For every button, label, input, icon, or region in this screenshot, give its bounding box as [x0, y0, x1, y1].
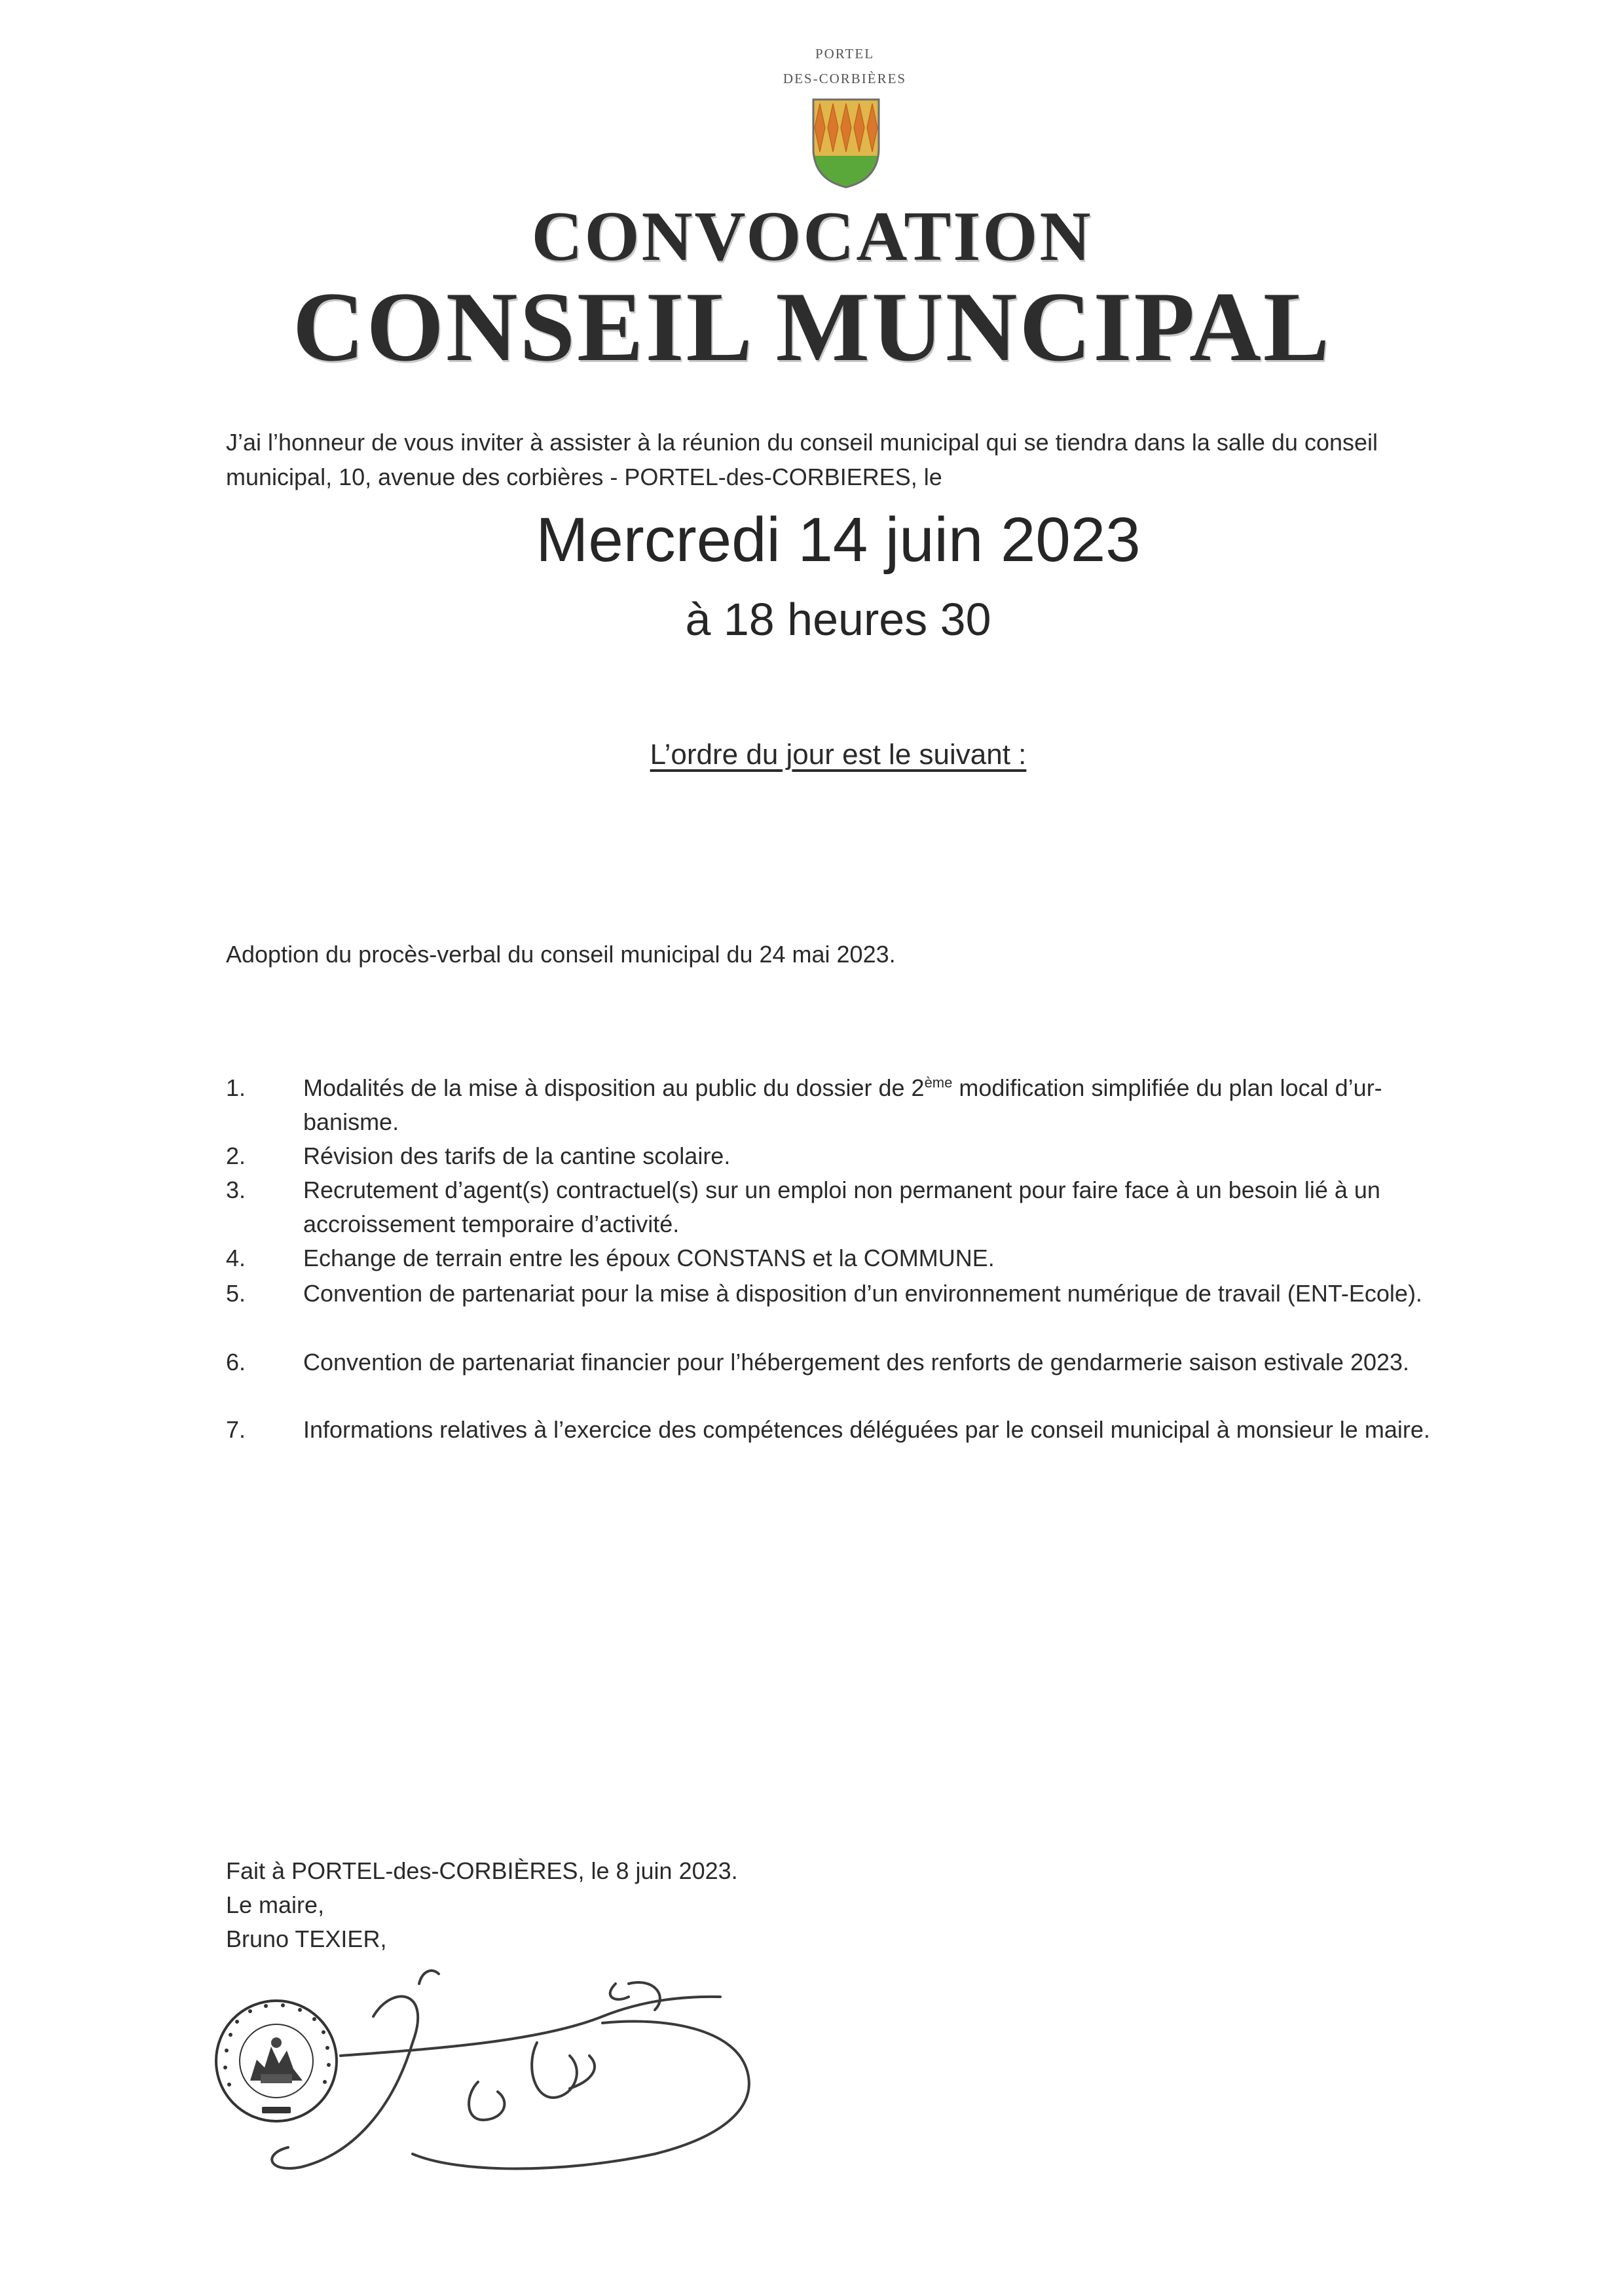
signatory-name: Bruno TEXIER, [226, 1925, 387, 1952]
agenda-item-number: 4. [226, 1245, 246, 1271]
agenda-item-3: Recrutement d’agent(s) contractuel(s) sur un emploi non permanent pour faire face à un besoin lié à un accroissement temporaire d’activité. [303, 1176, 1380, 1237]
agenda-item-superscript: ème [924, 1074, 953, 1091]
logo-town-name: PORTEL [815, 46, 875, 62]
meeting-date: Mercredi 14 juin 2023 [536, 505, 1141, 575]
agenda-item-2: Révision des tarifs de la cantine scolaire. [303, 1142, 731, 1169]
signature-place-date: Fait à PORTEL-des-CORBIÈRES, le 8 juin 2023. [226, 1857, 738, 1884]
agenda-item-number: 2. [226, 1142, 246, 1169]
intro-line-1: J’ai l’honneur de vous inviter à assister à la réunion du conseil municipal qui se tiendra dans la salle du conseil [226, 429, 1378, 456]
agenda-item-4: Echange de terrain entre les époux CONSTANS et la COMMUNE. [303, 1245, 995, 1271]
agenda-item-text: Modalités de la mise à disposition au public du dossier de 2 [303, 1074, 925, 1101]
document-subtitle: CONSEIL MUNCIPAL [292, 272, 1332, 382]
agenda-item-7: Informations relatives à l’exercice des compétences déléguées par le conseil municipal à monsieur le maire. [303, 1416, 1430, 1443]
coat-of-arms-icon [811, 97, 881, 190]
document-title: CONVOCATION [531, 198, 1093, 276]
agenda-item-text: banisme. [303, 1108, 399, 1135]
agenda-item-text: modification simplifiée du plan local d’ur- [952, 1074, 1382, 1101]
agenda-adoption: Adoption du procès-verbal du conseil municipal du 24 mai 2023. [226, 941, 896, 968]
signatory-role: Le maire, [226, 1891, 325, 1918]
agenda-item-5: Convention de partenariat pour la mise à disposition d’un environnement numérique de travail (ENT-Ecole). [303, 1280, 1422, 1307]
agenda-item-number: 6. [226, 1349, 246, 1376]
agenda-heading: L’ordre du jour est le suivant : [650, 738, 1027, 771]
agenda-item-number: 5. [226, 1280, 246, 1307]
agenda-item-number: 1. [226, 1074, 246, 1101]
agenda-item-1 [303, 1071, 1462, 1139]
agenda-item-number: 7. [226, 1416, 246, 1443]
meeting-time: à 18 heures 30 [685, 594, 991, 645]
agenda-item-6: Convention de partenariat financier pour l’hébergement des renforts de gendarmerie saison estivale 2023. [303, 1349, 1410, 1376]
handwritten-signature-icon [262, 1958, 851, 2200]
logo-town-subname: DES-CORBIÈRES [783, 71, 907, 86]
agenda-item-number: 3. [226, 1176, 246, 1203]
intro-line-2: municipal, 10, avenue des corbières - PORTEL-des-CORBIERES, le [226, 464, 942, 490]
